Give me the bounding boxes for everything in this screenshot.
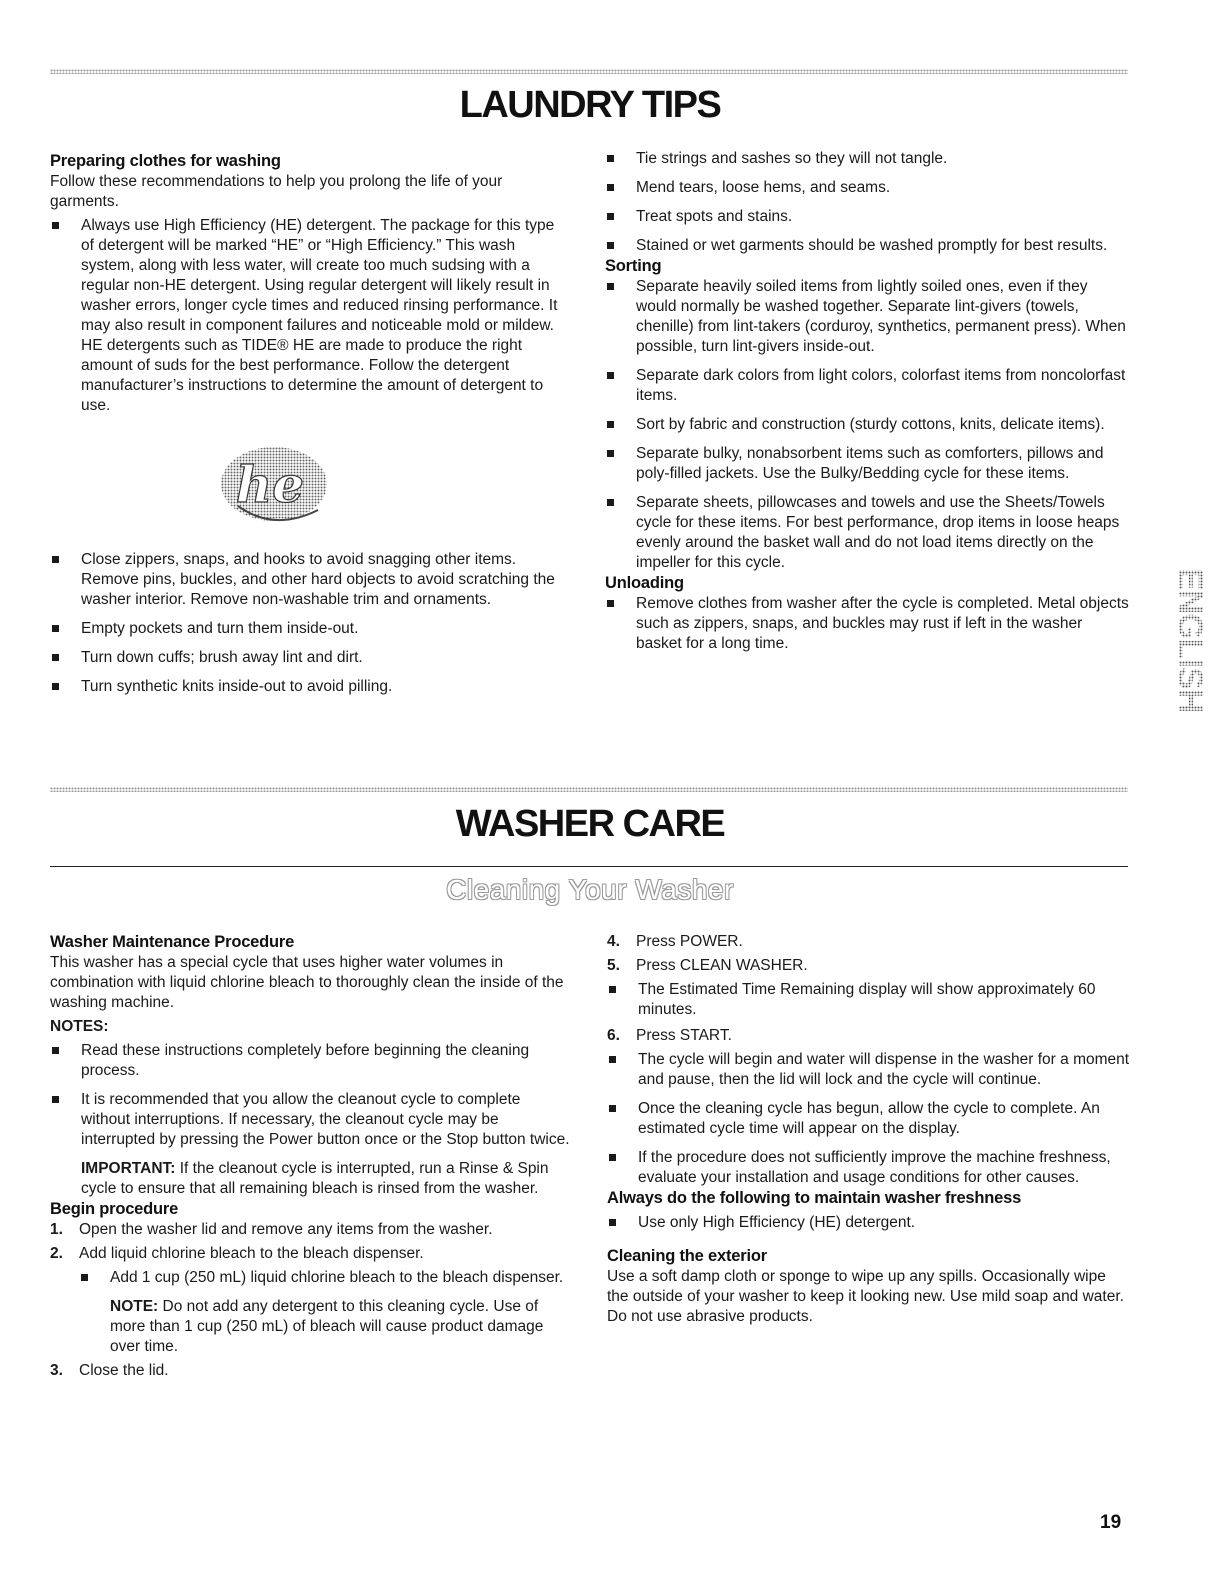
bullet-he-detergent: Always use High Efficiency (HE) detergent. The package for this type of detergent will be marked “HE” or “High Efficiency.” This wash system, along with less water, will create too much sudsing with a regular non-HE detergent. Using regular detergent will likely result in washer errors, longer cycle times and reduced rinsing performance. It may also result in component failures and noticeable mold or mildew. HE detergents such as TIDE® HE are made to produce the right amount of suds for the best performance. Follow the detergent manufacturer’s instructions to determine the amount of detergent to use.: [50, 216, 570, 416]
step-6-bullet-cycle-begins: The cycle will begin and water will dispense in the washer for a moment and pause, then the lid will lock and the cycle will continue.: [607, 1050, 1130, 1090]
preparing-clothes-heading: Preparing clothes for washing: [50, 152, 281, 170]
step-2: 2. Add liquid chlorine bleach to the bleach dispenser.: [50, 1245, 424, 1262]
top-dotted-rule: [50, 69, 1128, 74]
washer-care-title: WASHER CARE: [455, 803, 725, 845]
step-5: 5. Press CLEAN WASHER.: [607, 957, 808, 974]
washer-care-right-column: [607, 932, 1130, 1327]
english-side-tab: [1150, 566, 1209, 756]
step-6-bullet-once-begun: Once the cleaning cycle has begun, allow the cycle to complete. An estimated cycle time will appear on the display.: [607, 1099, 1130, 1139]
preparing-intro: Follow these recommendations to help you prolong the life of your garments.: [50, 173, 503, 210]
important-note: IMPORTANT: If the cleanout cycle is interrupted, run a Rinse & Spin cycle to ensure that all remaining bleach is rinsed from the washer.: [81, 1160, 549, 1197]
svg-text:he: he: [235, 455, 305, 514]
svg-text:ENGLISH: ENGLISH: [1171, 568, 1209, 713]
bullet-empty-pockets: Empty pockets and turn them inside-out.: [50, 619, 570, 639]
cleaning-exterior-heading: Cleaning the exterior: [607, 1247, 767, 1265]
step-4: 4. Press POWER.: [607, 933, 743, 950]
bullet-sort-fabric: Sort by fabric and construction (sturdy cottons, knits, delicate items).: [605, 415, 1130, 435]
bullet-tie-strings: Tie strings and sashes so they will not tangle.: [605, 149, 1130, 169]
bullet-synthetic-knits: Turn synthetic knits inside-out to avoid pilling.: [50, 677, 570, 697]
page-number: 19: [1100, 1512, 1122, 1533]
bullet-separate-soiled: Separate heavily soiled items from lightly soiled ones, even if they would normally be washed together. Separate lint-givers (towels, chenille) from lint-takers (corduroy, synthetics, permanent press). When possible, turn lint-givers inside-out.: [605, 277, 1130, 357]
laundry-tips-right-column: [605, 149, 1130, 654]
bullet-separate-bulky: Separate bulky, nonabsorbent items such as comforters, pillows and poly-filled jackets. Use the Bulky/Bedding cycle for these items.: [605, 444, 1130, 484]
washer-care-rule: [50, 866, 1128, 867]
washer-care-left-column: [50, 932, 570, 1381]
he-logo-icon: [218, 444, 330, 528]
step-6: 6. Press START.: [607, 1027, 732, 1044]
begin-procedure-heading: Begin procedure: [50, 1200, 179, 1218]
note-read-instructions: Read these instructions completely before beginning the cleaning process.: [50, 1041, 570, 1081]
step-5-bullet: The Estimated Time Remaining display will show approximately 60 minutes.: [607, 980, 1130, 1020]
laundry-tips-left-column: [50, 151, 570, 697]
sorting-heading: Sorting: [605, 257, 662, 275]
maintenance-heading: Washer Maintenance Procedure: [50, 933, 295, 951]
bullet-remove-clothes: Remove clothes from washer after the cycle is completed. Metal objects such as zippers, snaps, and buckles may rust if left in the washer basket for a long time.: [605, 594, 1130, 654]
unloading-heading: Unloading: [605, 574, 684, 592]
step-2-bullet: Add 1 cup (250 mL) liquid chlorine bleach to the bleach dispenser.: [79, 1268, 570, 1288]
note-allow-cleanout: It is recommended that you allow the cleanout cycle to complete without interruptions. If necessary, the cleanout cycle may be interrupted by pressing the Power button once or the Stop button twice.: [50, 1090, 570, 1150]
notes-label: NOTES:: [50, 1018, 109, 1035]
laundry-tips-title: LAUNDRY TIPS: [459, 84, 721, 126]
bullet-close-zippers: Close zippers, snaps, and hooks to avoid snagging other items. Remove pins, buckles, and other hard objects to avoid scratching the washer interior. Remove non-washable trim and ornaments.: [50, 550, 570, 610]
step-6-bullet-not-improve: If the procedure does not sufficiently improve the machine freshness, evaluate your installation and usage conditions for other causes.: [607, 1148, 1130, 1188]
bullet-separate-colors: Separate dark colors from light colors, colorfast items from noncolorfast items.: [605, 366, 1130, 406]
cleaning-your-washer-subtitle: Cleaning Your Washer: [446, 874, 734, 905]
step-3: 3. Close the lid.: [50, 1362, 169, 1379]
bullet-turn-down-cuffs: Turn down cuffs; brush away lint and dirt.: [50, 648, 570, 668]
middle-dotted-rule: [50, 787, 1128, 792]
bullet-treat-spots: Treat spots and stains.: [605, 207, 1130, 227]
cleaning-exterior-text: Use a soft damp cloth or sponge to wipe up any spills. Occasionally wipe the outside of your washer to keep it looking new. Use mild soap and water. Do not use abrasive products.: [607, 1268, 1124, 1325]
bullet-stained-garments: Stained or wet garments should be washed promptly for best results.: [605, 236, 1130, 256]
bleach-note: NOTE: Do not add any detergent to this cleaning cycle. Use of more than 1 cup (250 mL) of bleach will cause product damage over time.: [110, 1298, 544, 1355]
step-1: 1. Open the washer lid and remove any items from the washer.: [50, 1221, 493, 1238]
maintenance-intro: This washer has a special cycle that uses higher water volumes in combination with liquid chlorine bleach to thoroughly clean the inside of the washing machine.: [50, 954, 564, 1011]
always-heading: Always do the following to maintain washer freshness: [607, 1189, 1022, 1207]
bullet-use-he: Use only High Efficiency (HE) detergent.: [607, 1213, 1130, 1233]
bullet-separate-sheets: Separate sheets, pillowcases and towels and use the Sheets/Towels cycle for these items. For best performance, drop items in loose heaps evenly around the basket wall and do not load items directly on the impeller for this cycle.: [605, 493, 1130, 573]
bullet-mend-tears: Mend tears, loose hems, and seams.: [605, 178, 1130, 198]
